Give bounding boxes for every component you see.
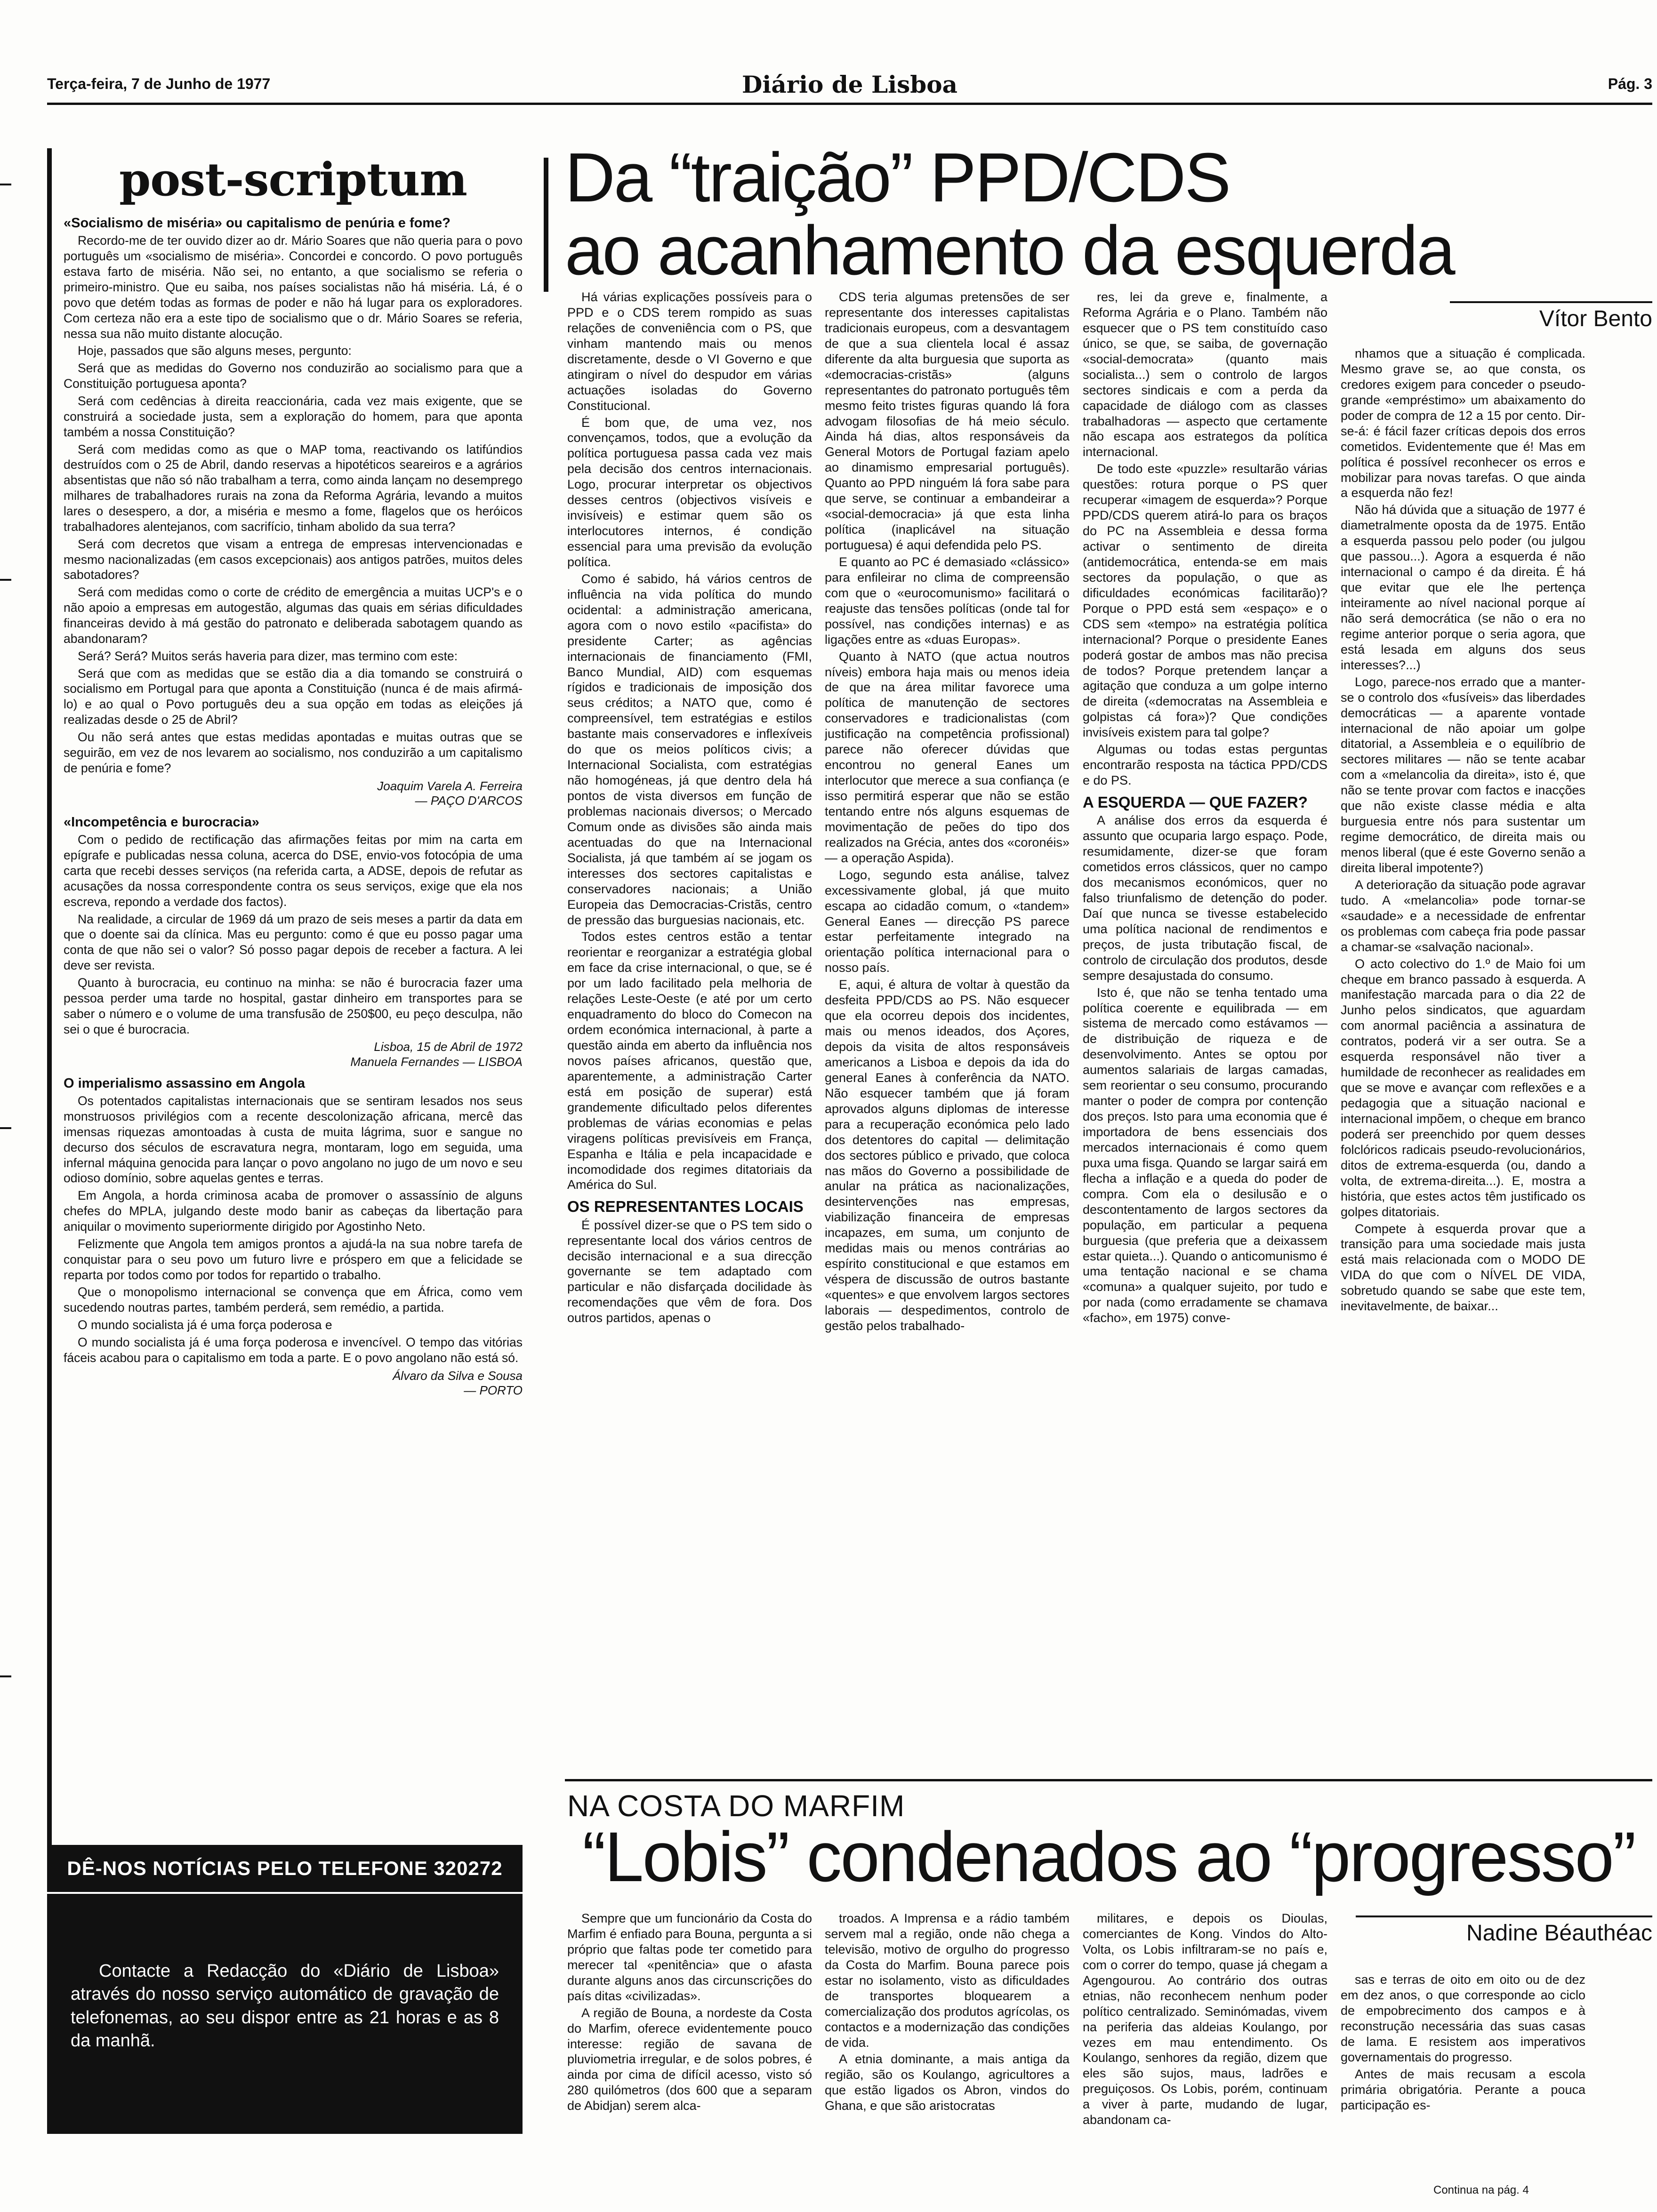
letter-paragraph: Que o monopolismo internacional se convença que em África, como vem sucedendo noutras partes, também perderá, sem remédio, a partida.	[64, 1285, 523, 1315]
article-paragraph: O acto colectivo do 1.º de Maio foi um cheque em branco passado à esquerda. A manifestação marcada para o dia 22 de Junho pelos sindicatos, que aguardam com anormal paciência a assinatura de contratos, poderá vir a ser outra. Se a esquerda responsável não tiver a humildade de reconhecer as realidades em que se move e avançar com reflexões e a pedagogia que a situação nacional e internacional impõem, o cheque em branco poderá ser preenchido por quem desses folclóricos radicais pseudo-revolucionários, ditos de extrema-esquerda (ou, dando a volta, de extrema-direita...). E, mostra a história, que estes actos têm justificado os golpes ditatoriais.	[1341, 956, 1585, 1219]
section-rule	[565, 1779, 1652, 1781]
article-paragraph: Algumas ou todas estas perguntas encontrarão resposta na táctica PPD/CDS e do PS.	[1083, 742, 1327, 788]
letter-heading: «Incompetência e burocracia»	[64, 814, 259, 830]
letter-paragraph: Será que as medidas do Governo nos conduzirão ao socialismo para que a Constituição portuguesa aponta?	[64, 361, 523, 391]
headline-rule	[544, 158, 548, 292]
article-byline: Vítor Bento	[1450, 306, 1652, 332]
article-column-3	[1083, 289, 1327, 1772]
margin-mark	[0, 1675, 11, 1677]
article2-column-4	[1341, 1972, 1585, 2179]
masthead-rule	[47, 103, 1652, 105]
signature-name: Manuela Fernandes — LISBOA	[350, 1054, 523, 1069]
headline-line-2: ao acanhamento da esquerda	[565, 212, 1454, 290]
article-paragraph: CDS teria algumas pretensões de ser representante dos interesses capitalistas tradicionais europeus, com a desvantagem de que a sua clientela local é assaz diferente da alta burguesia que suporta as «democracias-cristãs» (alguns representantes do patronato português têm mesmo feito tristes figuras quando lá fora advogam filosofias de há meio século. Ainda há dias, altos responsáveis da General Motors de Portugal faziam apelo ao dinamismo empresarial português). Quanto ao PPD ninguém lá fora sabe para que serve, se continuar a embandeirar a «social-democracia» já que esta linha política (inaplicável na situação portuguesa) é aqui defendida pelo PS.	[825, 290, 1070, 552]
article-paragraph: militares, e depois os Dioulas, comerciantes de Kong. Vindos do Alto-Volta, os Lobis infiltraram-se no país e, com o correr do tempo, quase já chegam a Agengourou. Ao contrário dos outras etnias, não reconhecem nenhum poder político centralizado. Seminómadas, vivem na periferia das aldeias Koulango, por vezes em mau entendimento. Os Koulango, senhores da região, dizem que eles são sujos, maus, ladrões e preguiçosos. Os Lobis, porém, continuam a viver à parte, mudando de lugar, abandonam ca-	[1083, 1911, 1327, 2127]
article-paragraph: É possível dizer-se que o PS tem sido o representante local dos vários centros de decisão internacional e a sua direcção governante se tem adaptado com particular e não disfarçada docilidade às recomendações que vêm de fora. Dos outros partidos, apenas o	[567, 1218, 812, 1325]
letter-paragraph: Ou não será antes que estas medidas apontadas e muitas outras que se seguirão, em vez de nos levarem ao socialismo, nos conduzirão a um capitalismo de penúria e fome?	[64, 729, 523, 775]
article-paragraph: A análise dos erros da esquerda é assunto que ocuparia largo espaço. Pode, resumidamente, dizer-se que foram cometidos erros clássicos, quer no campo dos mecanismos económicos, quer no falso triunfalismo de detenção do poder. Daí que nunca se tivesse estabelecido uma política nacional de rendimentos e preços, de justa tributação fiscal, de controlo de circulação dos produtos, desde sempre desajustada do consumo.	[1083, 813, 1327, 983]
article-paragraph: Antes de mais recusam a escola primária obrigatória. Perante a pouca participação es-	[1341, 2067, 1585, 2112]
article-headline	[565, 141, 1657, 288]
margin-mark	[0, 1127, 11, 1129]
phone-banner-text: DÊ-NOS NOTÍCIAS PELO TELEFONE 320272	[67, 1857, 503, 1879]
letter-paragraph: Com o pedido de rectificação das afirmações feitas por mim na carta em epígrafe e publicadas nessa coluna, acerca do DSE, envio-vos fotocópia de uma carta que recebi desses serviços (na referida carta, a ADSE, depois de refutar as acusações da nossa correspondente contra os seus serviços, exige que ela nos escreva, repondo a verdade dos factos).	[64, 833, 523, 909]
page-number: Pág. 3	[1608, 75, 1652, 92]
letter-paragraph: Na realidade, a circular de 1969 dá um prazo de seis meses a partir da data em que o doente sai da clínica. Mas eu pergunto: como é que eu posso pagar uma conta de que não sei o valor? Só posso pagar depois de receber a factura. A lei deve ser revista.	[64, 912, 523, 973]
article2-column-3	[1083, 1911, 1327, 2179]
article-paragraph: De todo este «puzzle» resultarão várias questões: rotura porque o PS quer recuperar «imagem de esquerda»? Porque PPD/CDS querem atirá-lo para os braços do PC na Assembleia e dessa forma activar o sentimento de direita (antidemocrática, entenda-se em mais sectores da população, o que as dificuldades económicas facilitarão)? Porque o PPD está sem «espaço» e o CDS sem «tempo» na estratégia política internacional? Porque o presidente Eanes poderá gostar de ambos mas não precisa de todos? Porque pretendem lançar a agitação que conduza a um golpe interno de direita («democratas na Assembleia e golpistas cá fora»)? Que condições invisíveis existem para tal golpe?	[1083, 462, 1327, 740]
article-paragraph: nhamos que a situação é complicada. Mesmo grave se, ao que consta, os credores exigem para conceder o pseudo-grande «empréstimo» um abaixamento do poder de compra de 12 a 15 por cento. Dir-se-á: é fácil fazer críticas depois dos erros cometidos. Evidentemente que é! Mas em política é possível reconhecer os erros e mobilizar para novas tarefas. O que ainda a esquerda não fez!	[1341, 346, 1585, 500]
margin-mark	[0, 184, 11, 185]
article-column-4	[1341, 346, 1585, 1772]
letter-paragraph: O mundo socialista já é uma força poderosa e	[78, 1318, 332, 1332]
article-byline: Nadine Béauthéac	[1356, 1920, 1652, 1946]
signature-place: — PORTO	[464, 1383, 523, 1397]
section-heading: A ESQUERDA — QUE FAZER?	[1083, 793, 1308, 811]
signature-date: Lisboa, 15 de Abril de 1972	[374, 1040, 523, 1054]
margin-mark	[0, 579, 11, 581]
letter-paragraph: Felizmente que Angola tem amigos prontos a ajudá-la na sua nobre tarefa de conquistar para o seu povo um futuro livre e próspero em que a felicidade se reparta por todos como por todos for repartido o trabalho.	[64, 1236, 523, 1282]
column-rule	[47, 148, 52, 1977]
letter-paragraph: Será? Será? Muitos serás haveria para dizer, mas termino com este:	[78, 649, 458, 663]
article-column-1	[567, 289, 812, 1772]
article-paragraph: troados. A Imprensa e a rádio também servem mal a região, onde não chega a televisão, motivo de orgulho do progresso da Costa do Marfim. Bouna parece pois estar no isolamento, visto as dificuldades de transportes bloquearem a comercialização dos produtos agrícolas, os contactos e a modernização das condições de vida.	[825, 1911, 1070, 2050]
article2-column-1	[567, 1911, 812, 2179]
letter-paragraph: Será com decretos que visam a entrega de empresas intervencionadas e mesmo nacionalizadas (em casos excepcionais) aos antigos patrões, muitos deles sabotadores?	[64, 537, 523, 582]
contact-text: Contacte a Redacção do «Diário de Lisboa» através do nosso serviço automático de gravação de telefonemas, ao seu dispor entre as 21 horas e as 8 da manhã.	[71, 1961, 499, 2051]
article-paragraph: res, lei da greve e, finalmente, a Reforma Agrária e o Plano. Também não esquecer que o PS tem constituído caso único, se que, se saiba, de governação «social-democrata» (quanto mais socialista...) sem o controlo de largos sectores sindicais e com a perda da capacidade de diálogo com as classes trabalhadoras — aspecto que certamente não escapa aos estrategos da política internacional.	[1083, 290, 1327, 459]
continued-note: Continua na pág. 4	[1433, 2184, 1529, 2196]
article-paragraph: Sempre que um funcionário da Costa do Marfim é enfiado para Bouna, pergunta a si próprio que faltas pode ter cometido para merecer tal «penitência» que o afasta durante alguns anos das circunscrições do país ditas «civilizadas».	[567, 1911, 812, 2003]
section-heading: OS REPRESENTANTES LOCAIS	[567, 1198, 804, 1216]
article-paragraph: E, aqui, é altura de voltar à questão da desfeita PPD/CDS ao PS. Não esquecer que ela ocorreu depois dos incidentes, mais ou menos ideados, dos Açores, depois da visita de altos responsáveis americanos a Lisboa e depois da ida do general Eanes à conferência da NATO. Não esquecer também que já foram aprovados alguns diplomas de interesse para a recuperação económica pelo lado dos detentores do capital — delimitação dos sectores público e privado, que coloca nas mãos do Governo a possibilidade de anular na prática as nacionalizações, desintervenções nas empresas, viabilização financeira de empresas incapazes, em suma, um conjunto de medidas mais ou menos contrárias ao espírito constitucional e que estamos em véspera de discussão de outros bastante «quentes» e que envolvem largos sectores laborais — despedimentos, controlo de gestão pelos trabalhado-	[825, 978, 1070, 1333]
article2-column-2	[825, 1911, 1070, 2179]
letter-paragraph: Será com cedências à direita reaccionária, cada vez mais exigente, que se construirá a sociedade justa, sem a exploração do homem, para que aponta também a nossa Constituição?	[64, 393, 523, 439]
article-kicker: NA COSTA DO MARFIM	[567, 1789, 905, 1823]
issue-date: Terça-feira, 7 de Junho de 1977	[47, 75, 271, 92]
letter-paragraph: Hoje, passados que são alguns meses, pergunto:	[78, 344, 352, 358]
letter-paragraph: O mundo socialista já é uma força poderosa e invencível. O tempo das vitórias fáceis acabou para o capitalismo em toda a parte. E o povo angolano não está só.	[64, 1335, 523, 1365]
postscriptum-title: post-scriptum	[119, 153, 467, 206]
article-paragraph: A deterioração da situação pode agravar tudo. A «melancolia» pode tornar-se «saudade» e a necessidade de enfrentar os problemas com cabeça fria pode passar a chamar-se «salvação nacional».	[1341, 877, 1585, 954]
article-paragraph: Não há dúvida que a situação de 1977 é diametralmente oposta da de 1975. Então a esquerda passou pelo poder (ou julgou que passou...). Agora a esquerda é não internacional o campo é da direita. É há que evitar que ele lhe pertença inteiramente ao nível nacional porque aí não será democrática (se não o era no regime anterior porque o seria agora, que está lesada em alguns dos seus interesses?...)	[1341, 503, 1585, 672]
letter-paragraph: Em Angola, a horda criminosa acaba de promover o assassínio de alguns chefes do MPLA, julgando deste modo banir as cabeças da libertação para aniquilar o movimento superiormente dirigido por Agostinho Neto.	[64, 1188, 523, 1234]
article-column-2	[825, 289, 1070, 1772]
article-paragraph: sas e terras de oito em oito ou de dez em dez anos, o que corresponde ao ciclo de empobrecimento dos campos e à reconstrução necessária das suas casas de lama. E resistem aos imperativos governamentais do progresso.	[1341, 1972, 1585, 2064]
article-paragraph: Isto é, que não se tenha tentado uma política coerente e equilibrada — em sistema de mercado como estávamos — de distribuição de riqueza e de desenvolvimento. Antes se optou por aumentos salariais de largas camadas, sem reorientar o seu consumo, procurando manter o poder de compra por contenção dos preços. Isto para uma economia que é importadora de bens essenciais dos mercados internacionais é como quem puxa uma fisga. Quando se largar sairá em flecha a inflação e a queda do poder de compra. Com ela o desilusão e o descontentamento de largos sectores da população, em particular a pequena burguesia (que preferia que a deixassem estar quieta...). Quando o anticomunismo é uma tentação nacional e se chama «comuna» a qualquer sujeito, por tudo e por nada (como erradamente se chamava «facho», em 1975) conve-	[1083, 985, 1327, 1325]
newspaper-name: Diário de Lisboa	[741, 71, 958, 98]
signature-name: Joaquim Varela A. Ferreira	[377, 778, 523, 793]
signature-name: Álvaro da Silva e Sousa	[392, 1368, 523, 1383]
article-paragraph: Todos estes centros estão a tentar reorientar e reorganizar a estratégia global em face da crise internacional, o que, se é por um lado facilitado pela melhoria de relações Leste-Oeste (e até por um certo enquadramento do bloco do Comecon na ordem económica internacional, à parte a questão ainda em aberto da influência nos novos países africanos, questão que, aparentemente, a administração Carter está em posição de superar) está grandemente dificultado pelos diferentes problemas de várias economias e pelas viragens políticas previsíveis em França, Espanha e Itália e pela incapacidade e incomodidade dos regimes ditatoriais da América do Sul.	[567, 930, 812, 1192]
article-paragraph: É bom que, de uma vez, nos convençamos, todos, que a evolução da política portuguesa passa cada vez mais pela decisão dos centros internacionais. Logo, procurar interpretar os objectivos desses centros (objectivos visíveis e invisíveis) e estimar quem são os interlocutores internos, é condição essencial para uma previsão da evolução política.	[567, 415, 812, 569]
letter-paragraph: Será com medidas como as que o MAP toma, reactivando os latifúndios destruídos com o 25 de Abril, dando reservas a hipotéticos seareiros e a agrários absentistas que não só não trabalham a terra, como ainda lançam no desemprego milhares de trabalhadores rurais na zona da Reforma Agrária, levando a muitos lares o desespero, a dor, a miséria e mesmo a fome, flagelos que os heróicos trabalhadores alentejanos, com sacrifício, tinham abolido da sua terra?	[64, 442, 523, 534]
letter-signature	[64, 1040, 523, 1069]
article-paragraph: Logo, segundo esta análise, talvez excessivamente global, já que muito escapa ao cidadão comum, o «tandem» General Eanes — direcção PS parece estar perfeitamente integrado na orientação política internacional para o nosso país.	[825, 867, 1070, 975]
signature-place: — PAÇO D'ARCOS	[415, 793, 523, 808]
article-paragraph: A etnia dominante, a mais antiga da região, são os Koulango, agricultores a que estão ligados os Abron, vindos do Ghana, e que são aristocratas	[825, 2052, 1070, 2113]
article-paragraph: A região de Bouna, a nordeste da Costa do Marfim, oferece evidentemente pouco interesse: região de savana de pluviometria irregular, e de solos pobres, é ainda por cima de difícil acesso, visto só 280 quilómetros (dos 600 que a separam de Abidjan) serem alca-	[567, 2005, 812, 2113]
letter-heading: O imperialismo assassino em Angola	[64, 1075, 306, 1091]
article-paragraph: Quanto à NATO (que actua noutros níveis) embora haja mais ou menos ideia de que na área militar favorece uma política de manutenção de sectores conservadores e tradicionalistas (com justificação na competência profissional) parece não oferecer dúvidas que encontrou no general Eanes um interlocutor que merece a sua confiança (e isso permitirá esperar que não se estão tentando entre nós alguns esquemas de movimentação de peões do tipo dos realizados na Grécia, antes dos «coronéis» — a operação Aspida).	[825, 649, 1070, 865]
masthead	[47, 71, 1652, 99]
letter-paragraph: Quanto à burocracia, eu continuo na minha: se não é burocracia fazer uma pessoa perder uma tarde no hospital, gastar dinheiro em transportes para se saber o número e o volume de uma transfusão de 250$00, eu peço desculpa, não sei o que é burocracia.	[64, 976, 523, 1036]
contact-box	[47, 1892, 523, 2134]
article-headline: “Lobis” condenados ao “progresso”	[582, 1817, 1635, 1896]
article-paragraph: Logo, parece-nos errado que a manter-se o controlo dos «fusíveis» das liberdades democráticas — a aparente vontade internacional de não apoiar um golpe ditatorial, a Assembleia e o equilíbrio de sectores militares — não se tente acabar com a «melancolia da direita», isto é, que não se tente provar com factos e inacções que não existe classe média e alta burguesia entre nós para sustentar um regime democrático, de direita mais ou menos liberal (que é este Governo senão a direita liberal impotente?)	[1341, 674, 1585, 875]
letter-paragraph: Será que com as medidas que se estão dia a dia tomando se construirá o socialismo em Portugal para que aponta a Constituição (nunca é de mais afirmá-lo) e ao qual o Povo português deu a sua opção em todas as eleições já realizadas desde o 25 de Abril?	[64, 666, 523, 727]
letter-paragraph: Os potentados capitalistas internacionais que se sentiram lesados nos seus monstruosos privilégios com a recente descolonização africana, mercê das imensas riquezas amontoadas à custa de muita lágrima, suor e sangue no decurso dos séculos de escravatura negra, montaram, logo em seguida, uma infernal máquina genocida para lançar o povo angolano no jugo de um novo e seu odioso domínio, sobre aquelas gentes e terras.	[64, 1094, 523, 1186]
article-paragraph: Há várias explicações possíveis para o PPD e o CDS terem rompido as suas relações de conveniência com o PS, que vinham mantendo mais ou menos discretamente, desde o VI Governo e que atingiram o nível do despudor em várias actuações isoladas do Governo Constitucional.	[567, 290, 812, 413]
letter-paragraph: Será com medidas como o corte de crédito de emergência a muitas UCP's e o não apoio a empresas em autogestão, algumas das quais em sérias dificuldades financeiras devido à má gestão do patronato e deliberada sabotagem quando as abandonaram?	[64, 585, 523, 646]
article-paragraph: E quanto ao PC é demasiado «clássico» para enfileirar no clima de compreensão com que o «eurocomunismo» facilitará o reajuste das tensões políticas (onde tal for possível, nas condições internas) e as ligações entre as «duas Europas».	[825, 554, 1070, 647]
letter-signature	[64, 779, 523, 808]
letter-heading: «Socialismo de miséria» ou capitalismo de penúria e fome?	[64, 216, 450, 231]
phone-banner	[47, 1845, 523, 1892]
article-paragraph: Compete à esquerda provar que a transição para uma sociedade mais justa está mais relacionada com o MODO DE VIDA do que com o NÍVEL DE VIDA, sobretudo quando se sabe que este tem, inevitavelmente, de baixar...	[1341, 1221, 1585, 1314]
letter-signature	[64, 1369, 523, 1398]
letter-paragraph: Recordo-me de ter ouvido dizer ao dr. Mário Soares que não queria para o povo português um «socialismo de miséria». Concordei e concordo. O povo português estava farto de miséria. Não sei, no entanto, a que socialismo se referia o primeiro-ministro. Que eu saiba, nos países socialistas não há miséria. Lá, é o povo que detém todas as formas de poder e não há lugar para os exploradores. Com certeza não era a este tipo de socialismo que o dr. Mário Soares se referia, nessa sua não muito distante alocução.	[64, 233, 523, 341]
article-paragraph: Como é sabido, há vários centros de influência na vida política do mundo ocidental: a administração americana, agora com o novo estilo «pacifista» do presidente Carter; as agências internacionais de financiamento (FMI, Banco Mundial, AID) com esquemas rígidos e tradicionais de imposição dos seus créditos; a NATO que, como é compreensível, tem estratégias e estilos bastante mais conservadores e inflexíveis do que os meios políticos civis; a Internacional Socialista, com estratégias não homogéneas, já que dentro dela há pontos de vista diversos em função de problemas nacionais diversos; o Mercado Comum onde as divisões são ainda mais acentuadas do que na Internacional Socialista, já que também aí se jogam os interesses dos sectores capitalistas e conservadores nacionais; a União Europeia das Democracias-Cristãs, centro de pressão das burguesias nacionais, etc.	[567, 571, 812, 927]
headline-line-1: Da “traição” PPD/CDS	[565, 139, 1230, 216]
